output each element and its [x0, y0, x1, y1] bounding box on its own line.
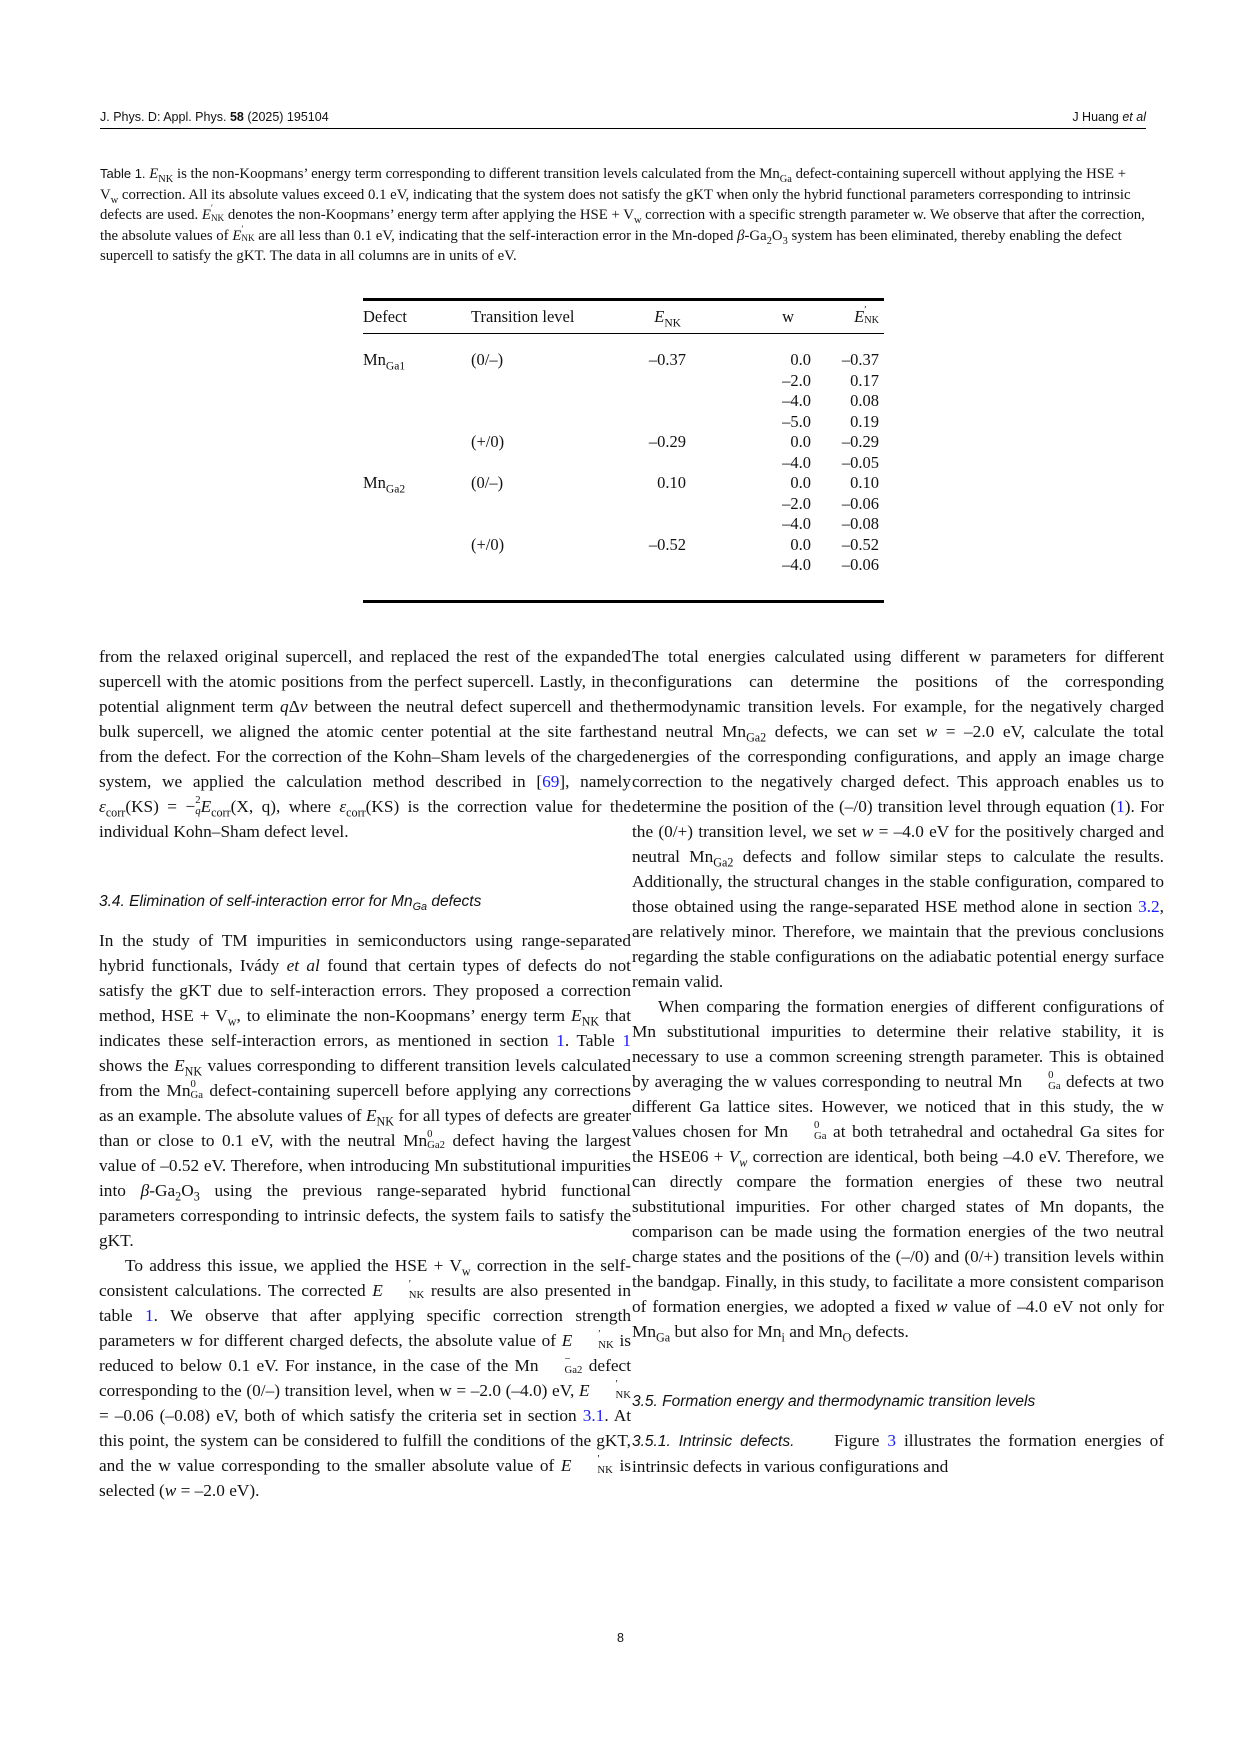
text: = –2.0 eV).: [176, 1481, 260, 1500]
text: , are relatively minor. Therefore, we maintain that the previous conclusions regarding the stable configurations on the adiabatic potential energy surface remain valid.: [632, 897, 1164, 991]
text: is reduced to below 0.1 eV. For instance, in the case of the Mn: [99, 1331, 631, 1375]
table-header-transition: Transition level: [471, 307, 575, 326]
text: defect-containing supercell before applying any corrections as an example. The absolute values of: [99, 1081, 631, 1125]
paragraph: The total energies calculated using different w parameters for different configurations can determine the positions of the corresponding thermodynamic transition levels. For example, for the negatively charged and neutral $Mn_{Ga2}$ defects, we can set w = –2.0 eV, calculate the total energies of the corresponding configurations, and apply an image charge correction to the negatively charged defect. This approach enables us to determine the position of the (–/0) transition level through equation (1). For the (0/+) transition level, we set w = –4.0 eV for the positively charged and neutral $Mn_{Ga2}$ defects and follow similar steps to calculate the results. Additionally, the structural changes in the stable configuration, compared to those obtained using the range-separated HSE method alone in section 3.2, are relatively minor. Therefore, we maintain that the previous conclusions regarding the stable configurations on the adiabatic potential energy surface remain valid.: [632, 647, 1164, 991]
table-cell-enk-prime: [850, 371, 879, 391]
text: defects, we can set: [766, 722, 926, 741]
text: at both tetrahedral and octahedral Ga sites for the HSE06 +: [632, 1122, 1164, 1166]
heading-text: defects: [427, 893, 482, 910]
table-cell-w-text: –4.0: [782, 391, 811, 410]
heading-text: 3.4. Elimination of self-interaction error for Mn: [99, 893, 413, 910]
table-cell-enk-text: –0.52: [648, 534, 686, 554]
table-cell-enk-text: –0.37: [648, 350, 686, 369]
table-cell-defect-sub: Ga2: [385, 483, 406, 496]
caption-text: correction with a specific strength parameter w. We observe that after the correction, the absolute values of: [100, 207, 1145, 244]
table-cell-enk-prime-text: –0.29: [841, 432, 879, 451]
table-cell-enk-prime-text: –0.05: [841, 452, 879, 472]
table-cell-enk-text: 0.10: [657, 473, 686, 492]
table-cell-w-text: 0.0: [790, 473, 811, 492]
text: , to eliminate the non-Koopmans’ energy term: [236, 1006, 572, 1025]
table-cell-enk-prime-text: –0.06: [841, 555, 879, 574]
text: et al: [286, 956, 320, 975]
table-header-defect: Defect: [363, 307, 407, 326]
caption-text: denotes the non-Koopmans’ energy term after applying the HSE + V: [224, 207, 634, 223]
caption-sub: w: [110, 194, 119, 206]
page-number: 8: [617, 1631, 624, 1645]
caption-text: is the non-Koopmans’ energy term corresponding to different transition levels calculated from the Mn: [173, 166, 780, 182]
left-column: [99, 644, 631, 1503]
caption-text: are all less than 0.1 eV, indicating that the self-interaction error in the Mn-doped: [254, 227, 738, 244]
text: but also for Mn: [670, 1322, 782, 1341]
caption-label: Table 1.: [100, 166, 146, 181]
table-cell-enk-prime-text: 0.10: [850, 473, 879, 492]
table-cell-w-text: –4.0: [782, 555, 811, 574]
text: results are also presented in table: [99, 1281, 631, 1325]
table-cell-w-text: 0.0: [790, 432, 811, 451]
table-cell-transition: [471, 473, 503, 493]
paragraph: In the study of TM impurities in semiconductors using range-separated hybrid functionals, Ivády et al found that certain types of defects do not satisfy the gKT due to self-interaction errors. They proposed a correction method, HSE + $V_w$, to eliminate the non-Koopmans’ energy term $E_{NK}$ that indicates these self-interaction errors, as mentioned in section 1. Table 1 shows the $E_{NK}$ values corresponding to different transition levels calculated from the Mn 0 Ga defect-containing supercell before applying any corrections as an example. The absolute values of $E_{NK}$ for all types of defects are greater than or close to 0.1 eV, with the neutral Mn 0 Ga2 defect having the largest value of –0.52 eV. Therefore, when introducing Mn substitutional impurities into $\beta-Ga_2O_3$ using the previous range-separated hybrid functional parameters corresponding to intrinsic defects, the system fails to satisfy the gKT.: [99, 931, 632, 1250]
table-cell-defect: [363, 350, 406, 373]
equation-link[interactable]: 1: [1116, 797, 1125, 816]
table-cell-w: [782, 555, 811, 575]
caption-text: system has been eliminated, thereby enabling the defect supercell to satisfy the gKT. The data in all columns are in units of eV.: [100, 227, 1122, 264]
text: and Mn: [784, 1322, 843, 1341]
text: defects and follow similar steps to calculate the results. Additionally, the structural changes in the stable configuration, compared to those obtained using the range-separated HSE method alone in section: [632, 847, 1164, 916]
citation-link[interactable]: 69: [542, 772, 560, 791]
table-cell-w: [782, 371, 811, 391]
text: O: [181, 1181, 194, 1200]
paragraph: from the relaxed original supercell, and replaced the rest of the expanded supercell with the atomic positions from the perfect supercell. Lastly, in the potential alignment term qΔv between the neutral defect supercell and the bulk supercell, we aligned the atomic center potential at the site farthest from the defect. For the correction of the Kohn–Sham levels of the charged system, we applied the calculation method described in [69], namely $\varepsilon_{corr}(KS)$ = − 2 q $E_{corr}(X$, q), where $\varepsilon_{corr}(KS)$ is the correction value for the individual Kohn–Sham defect level.: [99, 647, 632, 841]
table-caption: Table 1. $E_{NK}$ is the non-Koopmans’ energy term corresponding to different transition levels calculated from the $Mn_{Ga}$ defect-containing supercell without applying the HSE + $V_w$ correction. All its absolute values exceed 0.1 eV, indicating that the system does not satisfy the gKT when only the hybrid functional parameters corresponding to intrinsic defects are used. E ′ NK denotes the non-Koopmans’ energy term after applying the HSE + $V_w$ correction with a specific strength parameter w. We observe that after the correction, the absolute values of E ′ NK are all less than 0.1 eV, indicating that the self-interaction error in the Mn-doped $\beta-Ga_2O_3$ system has been eliminated, thereby enabling the defect supercell to satisfy the gKT. The data in all columns are in units of eV.: [100, 166, 1145, 264]
table-cell-w: [790, 473, 811, 493]
text: When comparing the formation energies of different configurations of Mn substitutional impurities to determine their relative stability, it is necessary to use a common screening strength parameter. This is obtained by averaging the w values corresponding to neutral Mn: [632, 997, 1164, 1091]
heading-sub: Ga: [412, 901, 428, 914]
table-cell-enk-prime-text: –0.52: [841, 534, 879, 554]
table-cell-w: [782, 514, 811, 534]
table-cell-w: [790, 432, 811, 452]
text: = –0.06 (–0.08) eV, both of which satisfy the criteria set in section: [99, 1406, 583, 1425]
text: ], namely: [559, 772, 631, 791]
table-cell-w-text: 0.0: [790, 534, 811, 554]
paragraph: [632, 1428, 1164, 1479]
table-link[interactable]: 1: [622, 1031, 631, 1050]
section-link[interactable]: 3.1: [582, 1406, 605, 1425]
table-cell-enk-prime: [850, 473, 879, 493]
table-header-w: w: [782, 307, 794, 326]
table-cell-w: [782, 412, 811, 432]
text: . At this point, the system can be considered to fulfill the conditions of the gKT, and the w value corresponding to the smaller absolute value of: [99, 1406, 632, 1475]
text: for all types of defects are greater than or close to 0.1 eV, with the neutral Mn: [99, 1106, 631, 1150]
caption-text: correction. All its absolute values exceed 0.1 eV, indicating that the system does not satisfy the gKT when only the hybrid functional parameters corresponding to intrinsic defects are used.: [100, 186, 1131, 223]
table-header-enk-prime: E ′ NK: [854, 304, 879, 327]
section-heading-3-5: 3.5. Formation energy and thermodynamic transition levels: [632, 1393, 1036, 1410]
text: found that certain types of defects do not satisfy the gKT due to self-interaction errors. They proposed a correction method, HSE + V: [99, 956, 631, 1025]
journal-name: J. Phys. D: Appl. Phys.: [100, 110, 227, 124]
text: defects at two different Ga lattice sites. However, we noticed that in this study, the w values chosen for Mn: [632, 1072, 1164, 1141]
table-cell-enk-prime-text: –0.37: [841, 350, 879, 369]
paragraph: When comparing the formation energies of different configurations of Mn substitutional impurities to determine their relative stability, it is necessary to use a common screening strength parameter. This is obtained by averaging the w values corresponding to neutral Mn 0 Ga defects at two different Ga lattice sites. However, we noticed that in this study, the w values chosen for Mn 0 Ga at both tetrahedral and octahedral Ga sites for the $HSE06 + V_w$ correction are identical, both being –4.0 eV. Therefore, we can directly compare the formation energies of these two neutral substitutional impurities. For other charged states of Mn dopants, the comparison can be made using the formation energies of the two neutral charge states and the positions of the (–/0) and (0/+) transition levels within the bandgap. Finally, in this study, to facilitate a more consistent comparison of formation energies, we adopted a fixed w value of –4.0 eV not only for $Mn_{Ga}$ but also for $Mn_i$ and $Mn_O$ defects.: [632, 997, 1165, 1345]
text: correction are identical, both being –4.0 eV. Therefore, we can directly compare the formation energies of these two neutral substitutional impurities. For other charged states of Mn dopants, the comparison can be made using the formation energies of the two neutral charge states and the positions of the (–/0) and (0/+) transition levels within the bandgap. Finally, in this study, to facilitate a more consistent comparison of formation energies, we adopted a fixed: [632, 1147, 1165, 1316]
text: -Ga: [149, 1181, 176, 1200]
text: correction in the self-consistent calculations. The corrected: [99, 1256, 631, 1300]
journal-citation: [100, 110, 329, 124]
table-cell-w: [790, 350, 811, 370]
section-link[interactable]: 3.2: [1138, 897, 1160, 916]
text: from the relaxed original supercell, and replaced the rest of the expanded supercell with the atomic positions from the perfect supercell. Lastly, in the potential alignment term: [99, 647, 631, 716]
table-cell-transition-text: (+/0): [471, 432, 505, 451]
table-cell-enk-prime: [842, 432, 879, 452]
right-column: [632, 644, 1164, 1479]
text: values corresponding to different transition levels calculated from the Mn: [99, 1056, 631, 1100]
paragraph: To address this issue, we applied the HSE + $V_w$ correction in the self-consistent calculations. The corrected E ′ NK results are also presented in table 1. We observe that after applying specific correction strength parameters w for different charged defects, the absolute value of E ′ NK is reduced to below 0.1 eV. For instance, in the case of the Mn − Ga2 defect corresponding to the (0/–) transition level, when w = –2.0 (–4.0) eV, E ′ NK = –0.06 (–0.08) eV, both of which satisfy the criteria set in section 3.1. At this point, the system can be considered to fulfill the conditions of the gKT, and the w value corresponding to the smaller absolute value of E ′ NK is selected (w = –2.0 eV).: [99, 1256, 632, 1500]
table-cell-enk-prime: [842, 514, 879, 534]
text: that indicates these self-interaction errors, as mentioned in section: [99, 1006, 632, 1050]
text: is the correction value for the individual Kohn–Sham defect level.: [99, 797, 632, 841]
journal-year-article: (2025) 195104: [247, 110, 329, 124]
author-short: [1072, 110, 1146, 124]
table-cell-enk: [649, 535, 686, 555]
text: The total energies calculated using different w parameters for different configurations can determine the positions of the corresponding thermodynamic transition levels. For example, for the negatively charged and neutral Mn: [632, 647, 1164, 741]
table-cell-enk: [649, 432, 686, 452]
table-cell-enk-prime: [842, 535, 879, 555]
table-cell-enk: [657, 473, 686, 493]
author-name: J Huang: [1072, 110, 1119, 124]
text: To address this issue, we applied the HSE + V: [125, 1256, 462, 1275]
table-cell-transition: [471, 535, 504, 555]
table-cell-w-text: –2.0: [782, 493, 811, 513]
table-cell-transition: [471, 350, 503, 370]
table-cell-w: [790, 535, 811, 555]
text: ). For the (0/+) transition level, we set: [632, 797, 1164, 841]
section-link[interactable]: 1: [556, 1031, 565, 1050]
table-top-rule: [363, 298, 884, 301]
text: using the previous range-separated hybrid functional parameters corresponding to intrinsic defects, the system fails to satisfy the gKT.: [99, 1181, 631, 1250]
text: defect corresponding to the (0/–) transition level, when w = –2.0 (–4.0) eV,: [99, 1356, 631, 1400]
table-bottom-rule: [363, 600, 884, 603]
table-header-rule: [363, 333, 884, 334]
table-cell-enk-text: –0.29: [648, 432, 686, 451]
table-cell-enk-prime-text: –0.08: [841, 514, 879, 533]
table-cell-enk-prime: [850, 412, 879, 432]
table-cell-w-text: –2.0: [782, 370, 811, 390]
text: defects.: [851, 1322, 909, 1341]
table-cell-enk-prime: [842, 453, 879, 473]
table-cell-defect-sub: Ga1: [385, 360, 406, 373]
table-cell-enk: [649, 350, 686, 370]
table-cell-enk-prime: [850, 391, 879, 411]
table-cell-enk-prime: [842, 494, 879, 514]
table-cell-enk-prime-text: 0.08: [850, 391, 879, 410]
table-cell-defect: [363, 473, 406, 496]
section-heading-3-4: [99, 889, 631, 914]
text: = –2.0 eV, calculate the total energies of the corresponding configurations, and apply an image charge correction to the negatively charged defect. This approach enables us to determine the position of the (–/0) transition level through equation (: [632, 722, 1164, 816]
caption-text: defect-containing supercell without applying the HSE + V: [100, 166, 1127, 203]
table-cell-enk-prime-text: 0.19: [850, 411, 879, 431]
table-header-enk: $E_{NK}$: [654, 307, 681, 330]
table-cell-w-text: 0.0: [790, 350, 811, 369]
text: Figure: [834, 1431, 888, 1450]
table-cell-enk-prime-text: –0.06: [841, 493, 879, 513]
text: between the neutral defect supercell and the bulk supercell, we aligned the atomic center potential at the site farthest from the defect. For the correction of the Kohn–Sham levels of the charged system, we applied the calculation method described in [: [99, 697, 631, 791]
table-cell-w-text: –4.0: [782, 452, 811, 472]
table-cell-w-text: –4.0: [782, 514, 811, 533]
table-cell-w-text: –5.0: [782, 411, 811, 431]
caption-text: -Ga: [744, 227, 767, 244]
running-head: [100, 110, 1146, 129]
text: In the study of TM impurities in semiconductors using range-separated hybrid functionals, Ivády: [99, 931, 631, 975]
figure-link[interactable]: 3: [887, 1431, 896, 1450]
text: = –4.0 eV for the positively charged and neutral Mn: [632, 822, 1164, 866]
text: . Table: [564, 1031, 623, 1050]
table-cell-enk-prime: [842, 555, 879, 575]
text: defect having the largest value of –0.52 eV. Therefore, when introducing Mn substitutional impurities into: [99, 1131, 631, 1200]
table-cell-w: [782, 391, 811, 411]
et-al: et al: [1122, 110, 1146, 124]
table-cell-transition: [471, 432, 504, 452]
text: value of –4.0 eV not only for Mn: [632, 1297, 1164, 1341]
table-cell-transition-text: (0/–): [471, 473, 504, 492]
caption-sub: Ga: [779, 173, 792, 185]
table-cell-w: [782, 453, 811, 473]
text: . We observe that after applying specific correction strength parameters w for different charged defects, the absolute value of: [99, 1306, 632, 1350]
journal-volume: 58: [229, 110, 244, 124]
caption-text: O: [771, 227, 783, 244]
text: , where: [275, 797, 340, 816]
table-cell-w: [782, 494, 811, 514]
text: shows the: [99, 1056, 175, 1075]
table-cell-transition-text: (+/0): [471, 534, 505, 554]
subsection-heading-3-5-1: 3.5.1. Intrinsic defects.: [632, 1433, 795, 1450]
text: illustrates the formation energies of intrinsic defects in various configurations and: [632, 1431, 1164, 1476]
table-cell-enk-prime: [842, 350, 879, 370]
table-cell-transition-text: (0/–): [471, 350, 504, 369]
table-cell-enk-prime-text: 0.17: [850, 370, 879, 390]
table-cell-defect-text: Mn: [363, 473, 386, 492]
table-link[interactable]: 1: [145, 1306, 154, 1325]
text: is selected (: [99, 1456, 631, 1500]
table-cell-defect-text: Mn: [363, 350, 386, 369]
